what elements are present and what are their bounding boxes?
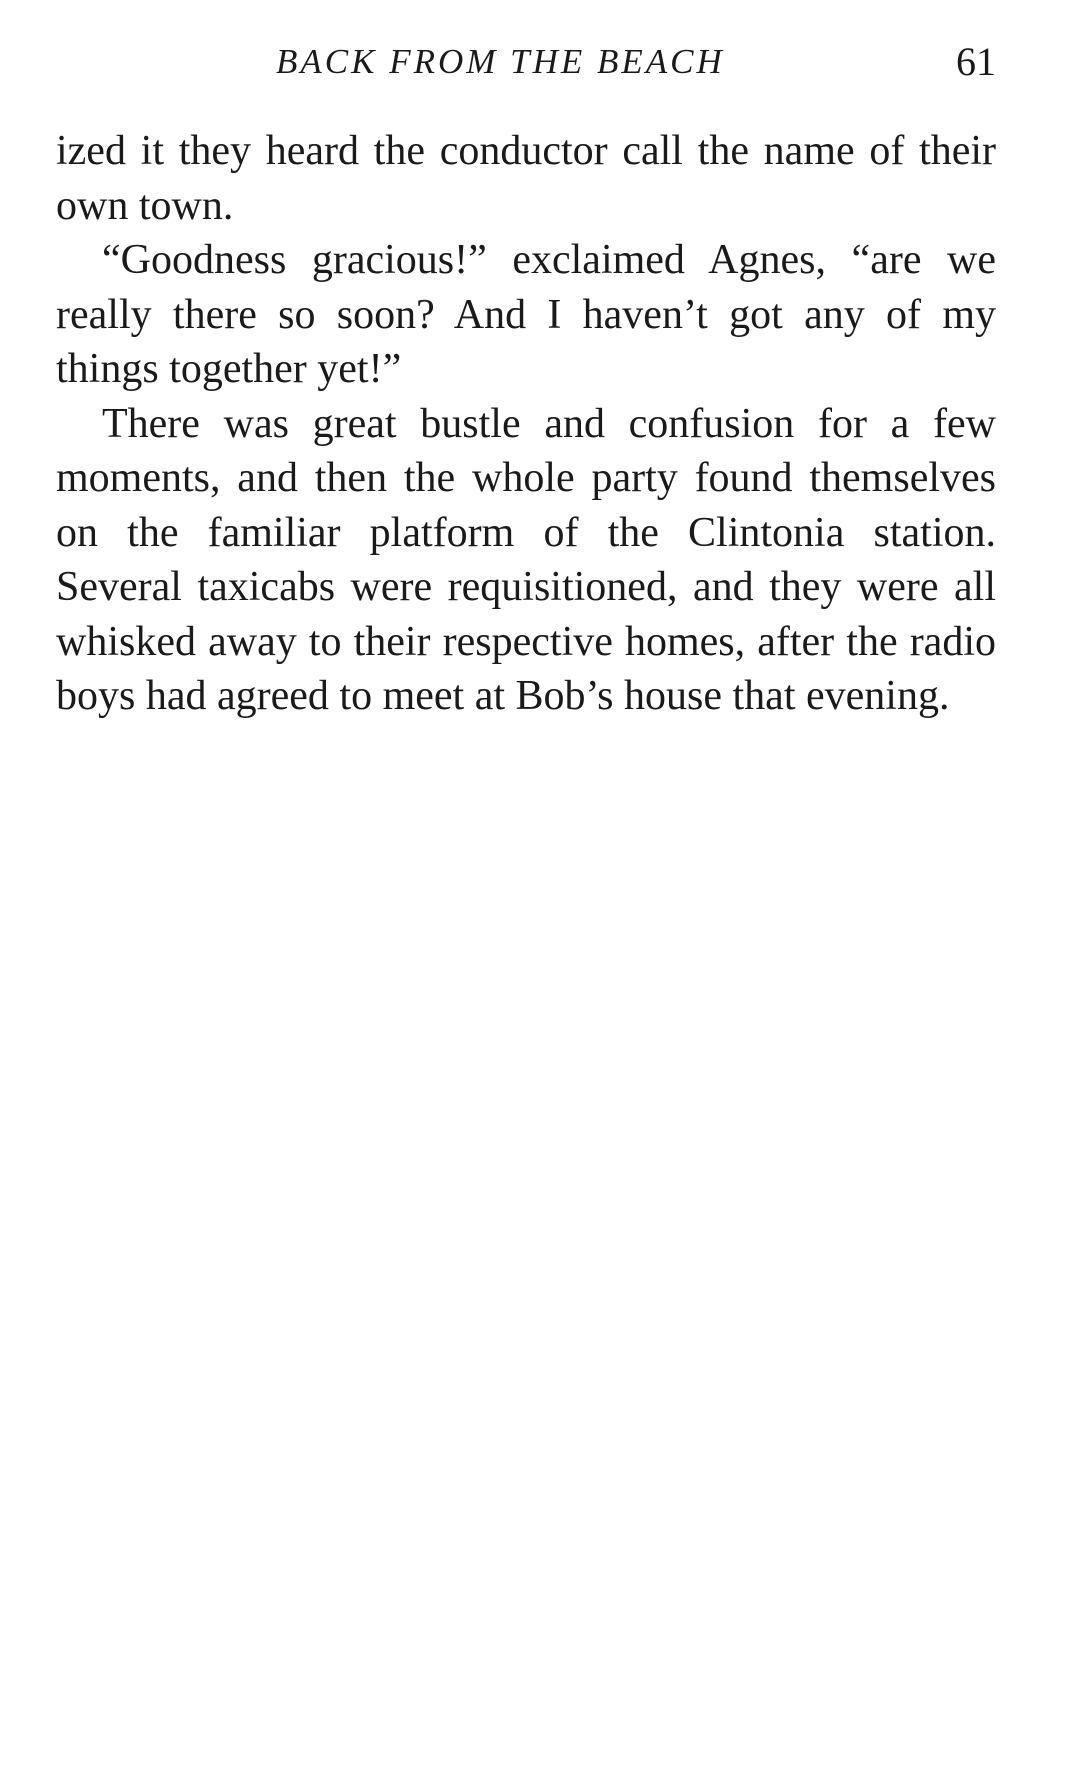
page-number: 61 [956, 39, 996, 84]
paragraph-dialogue: “Goodness gracious!” exclaimed Agnes, “are we really there so soon? And I haven’t got any of my things together yet!” [56, 237, 996, 392]
paragraph-narrative: There was great bustle and confusion for a few moments, and then the whole party found themselves on the familiar platform of the Clintonia station. Several taxicabs were requisitioned, and they were all whisked away to their respective homes, after the radio boys had agreed to meet at Bob’s house that evening. [56, 400, 996, 719]
paragraph-continuation: ized it they heard the conductor call the name of their own town. [56, 128, 996, 229]
running-head: BACK FROM THE BEACH [276, 42, 725, 81]
page-header [56, 38, 996, 88]
body-text [56, 124, 996, 724]
